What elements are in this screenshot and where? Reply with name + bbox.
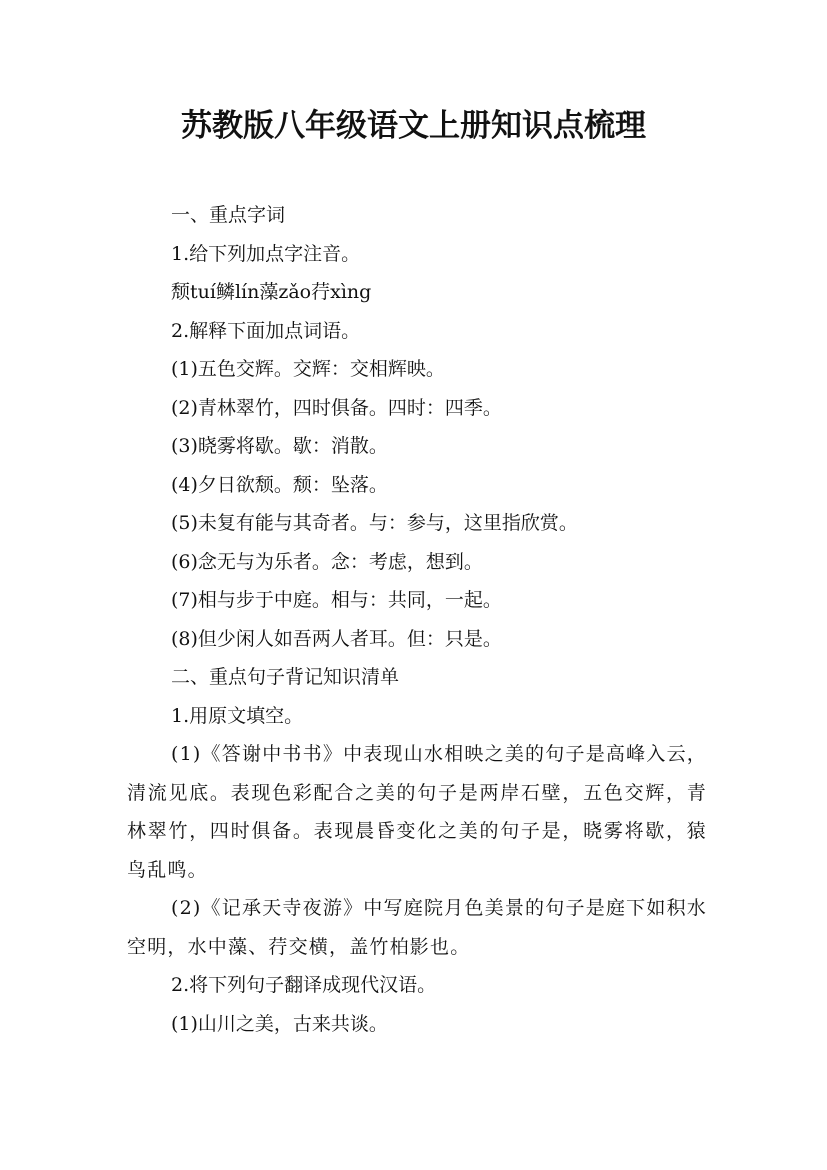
translate-item-1: (1)山川之美，古来共谈。: [171, 1012, 388, 1035]
explain-item-7: (7)相与步于中庭。相与：共同，一起。: [171, 589, 502, 611]
explain-item-3: (3)晓雾将歇。歇：消散。: [171, 435, 388, 457]
section-heading-key-sentences: 二、重点句子背记知识清单: [171, 666, 400, 688]
explain-item-5: (5)未复有能与其奇者。与：参与，这里指欣赏。: [171, 512, 578, 534]
question-translate: 2.将下列句子翻译成现代汉语。: [171, 974, 437, 996]
section-heading-key-words: 一、重点字词: [171, 204, 286, 226]
explain-item-4: (4)夕日欲颓。颓：坠落。: [171, 473, 388, 496]
explain-item-8: (8)但少闲人如吾两人者耳。但：只是。: [171, 627, 502, 650]
explain-item-2: (2)青林翠竹，四时俱备。四时：四季。: [171, 396, 502, 419]
explain-item-1: (1)五色交辉。交辉：交相辉映。: [171, 358, 445, 380]
explain-item-6: (6)念无与为乐者。念：考虑，想到。: [171, 550, 483, 573]
question-1-pinyin: 1.给下列加点字注音。: [171, 242, 361, 265]
document-title: 苏教版八年级语文上册知识点梳理: [181, 108, 646, 144]
fill-in-paragraph-1: (1)《答谢中书书》中表现山水相映之美的句子是高峰入云，清流见底。表现色彩配合之美的句子是两岸石壁，五色交辉，青林翠竹，四时俱备。表现晨昏变化之美的句子是，晓雾将歇，猿鸟乱鸣。: [127, 743, 707, 881]
question-fill-in: 1.用原文填空。: [171, 704, 304, 727]
fill-in-paragraph-2: (2)《记承天寺夜游》中写庭院月色美景的句子是庭下如积水空明，水中藻、荇交横，盖竹柏影也。: [127, 897, 707, 958]
question-2-explain: 2.解释下面加点词语。: [171, 319, 361, 342]
document-body: [127, 196, 707, 1043]
pinyin-answers: 颓tuí鳞lín藻zǎo荇xìng: [171, 281, 372, 303]
